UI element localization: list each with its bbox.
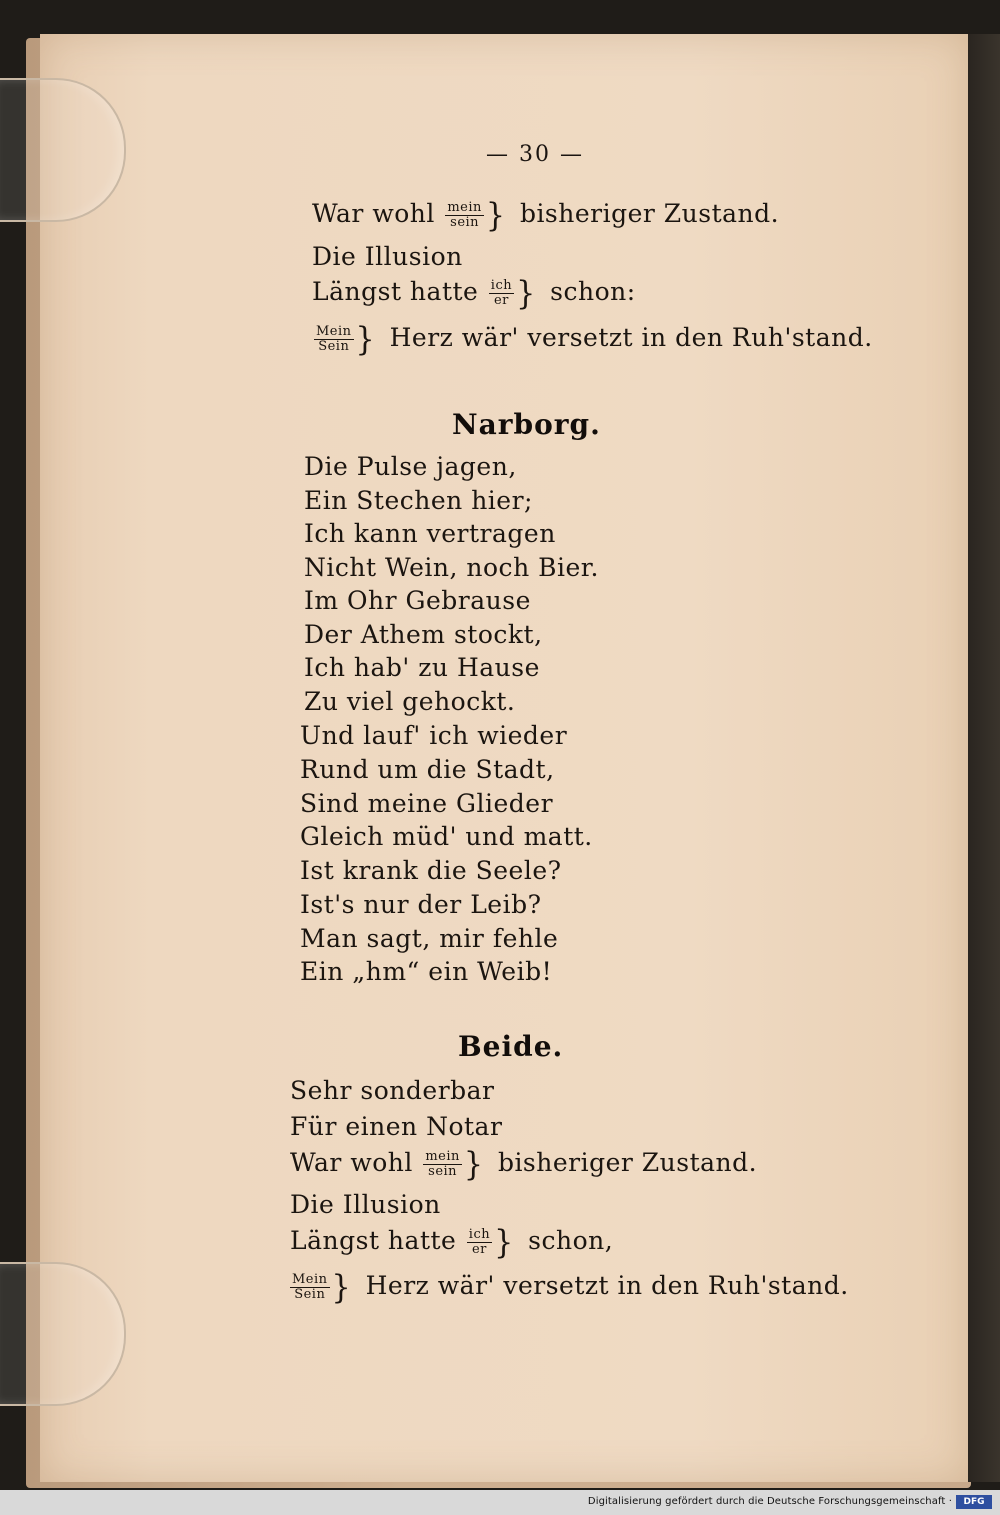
narborg-line-10: Rund um die Stadt,	[300, 755, 555, 784]
alt-top: mein	[447, 200, 482, 215]
narborg-line-4: Nicht Wein, noch Bier.	[304, 553, 599, 582]
narborg-line-16: Ein „hm“ ein Weib!	[300, 957, 553, 986]
intro-line-3	[312, 276, 636, 311]
narborg-line-3: Ich kann vertragen	[304, 519, 556, 548]
beide-line-3-prefix: War wohl	[290, 1148, 413, 1177]
alt-top: Mein	[316, 324, 352, 339]
intro-line-3-prefix: Längst hatte	[312, 277, 479, 306]
narborg-line-11: Sind meine Glieder	[300, 789, 554, 818]
narborg-line-5: Im Ohr Gebrause	[304, 586, 531, 615]
intro-line-4	[312, 322, 873, 357]
alternatives-stack	[467, 1228, 492, 1257]
brace-glyph: }	[331, 1268, 352, 1307]
narborg-line-12: Gleich müd' und matt.	[300, 822, 593, 851]
beide-heading: Beide.	[458, 1030, 564, 1063]
narborg-line-1: Die Pulse jagen,	[304, 452, 517, 481]
alternatives-stack	[290, 1273, 330, 1302]
alt-top: ich	[468, 1227, 491, 1242]
page-number: — 30 —	[486, 142, 584, 167]
beide-line-6	[288, 1270, 849, 1305]
beide-line-6-suffix: Herz wär' versetzt in den Ruh'stand.	[365, 1271, 849, 1300]
alt-bottom: sein	[450, 215, 480, 230]
beide-line-5-prefix: Längst hatte	[290, 1226, 457, 1255]
beide-line-5	[290, 1225, 613, 1260]
intro-line-4-suffix: Herz wär' versetzt in den Ruh'stand.	[389, 323, 873, 352]
narborg-line-8: Zu viel gehockt.	[304, 687, 516, 716]
alternatives-stack	[314, 325, 354, 354]
beide-line-3-suffix: bisheriger Zustand.	[497, 1148, 758, 1177]
narborg-line-9: Und lauf' ich wieder	[300, 721, 568, 750]
beide-line-3	[290, 1147, 757, 1182]
alt-top: mein	[425, 1149, 460, 1164]
narborg-line-14: Ist's nur der Leib?	[300, 890, 542, 919]
intro-line-1	[312, 198, 779, 233]
alt-bottom: Sein	[318, 339, 350, 354]
narborg-line-13: Ist krank die Seele?	[300, 856, 562, 885]
alt-bottom: er	[471, 1242, 487, 1257]
alt-bottom: Sein	[294, 1287, 326, 1302]
narborg-line-15: Man sagt, mir fehle	[300, 924, 559, 953]
brace-glyph: }	[516, 274, 536, 313]
beide-line-4: Die Illusion	[290, 1190, 441, 1219]
dfg-logo: DFG	[956, 1495, 992, 1509]
brace-glyph: }	[355, 320, 376, 359]
brace-glyph: }	[485, 196, 506, 235]
intro-line-1-suffix: bisheriger Zustand.	[519, 199, 780, 228]
beide-line-5-suffix: schon,	[528, 1226, 614, 1255]
brace-glyph: }	[463, 1145, 484, 1184]
intro-line-1-prefix: War wohl	[312, 199, 435, 228]
alt-top: Mein	[292, 1272, 328, 1287]
alternatives-stack	[489, 279, 514, 308]
beide-line-1: Sehr sonderbar	[290, 1076, 495, 1105]
book-spine-shadow	[968, 34, 1000, 1482]
narborg-heading: Narborg.	[452, 408, 601, 441]
alternatives-stack	[423, 1150, 462, 1179]
narborg-line-6: Der Athem stockt,	[304, 620, 543, 649]
alternatives-stack	[445, 201, 484, 230]
digitization-credit: Digitalisierung gefördert durch die Deutsche Forschungsgemeinschaft ·	[587, 1496, 952, 1507]
alt-bottom: sein	[428, 1164, 458, 1179]
intro-line-3-suffix: schon:	[550, 277, 636, 306]
narborg-line-7: Ich hab' zu Hause	[304, 653, 540, 682]
brace-glyph: }	[494, 1223, 514, 1262]
beide-line-2: Für einen Notar	[290, 1112, 503, 1141]
narborg-line-2: Ein Stechen hier;	[304, 486, 533, 515]
intro-line-2: Die Illusion	[312, 242, 463, 271]
alt-bottom: er	[493, 293, 509, 308]
alt-top: ich	[490, 278, 513, 293]
